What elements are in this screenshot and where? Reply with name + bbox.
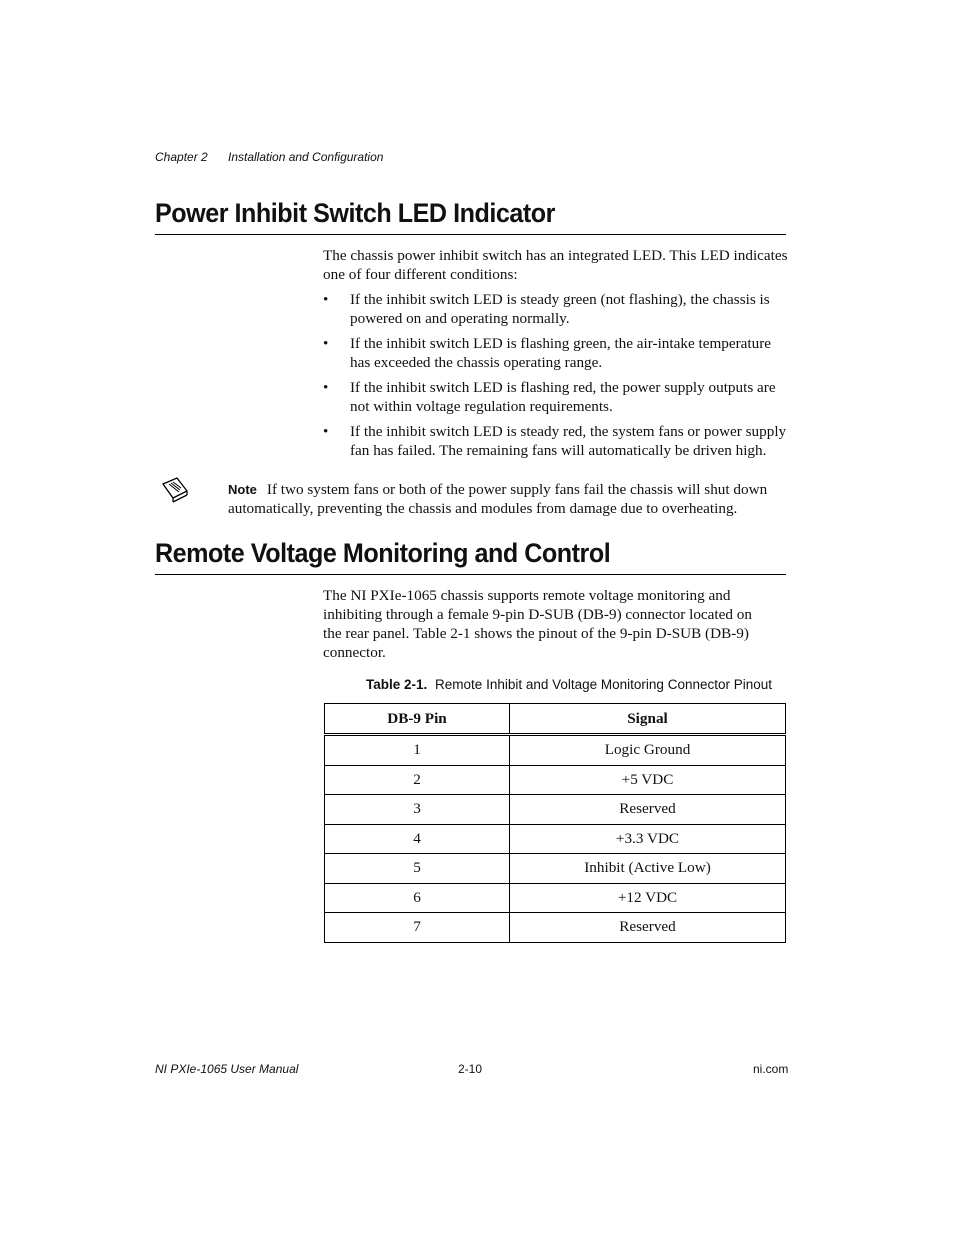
- table-caption-text: Remote Inhibit and Voltage Monitoring Connector Pinout: [435, 677, 773, 692]
- pin-cell: 6: [325, 883, 510, 913]
- signal-cell: +3.3 VDC: [510, 824, 786, 854]
- chapter-label: Chapter 2: [155, 150, 208, 164]
- pin-cell: 7: [325, 913, 510, 943]
- signal-cell: +5 VDC: [510, 765, 786, 795]
- list-item-text: If the inhibit switch LED is steady red, the system fans or power supply fan has failed. The remaining fans will automatically be driven high.: [350, 423, 787, 459]
- note-icon: [160, 475, 190, 505]
- signal-cell: +12 VDC: [510, 883, 786, 913]
- list-item: [323, 422, 788, 460]
- heading-rule: [155, 234, 786, 235]
- table-row: [325, 735, 786, 766]
- table-row: [325, 883, 786, 913]
- note-text: If two system fans or both of the power supply fans fail the chassis will shut down automatically, preventing the chassis and modules from damage due to overheating.: [228, 481, 768, 517]
- table-row: [325, 824, 786, 854]
- pinout-table: [324, 703, 786, 943]
- list-item: [323, 290, 788, 328]
- table-row: [325, 765, 786, 795]
- column-header-pin: DB-9 Pin: [325, 704, 510, 735]
- section-intro: The chassis power inhibit switch has an integrated LED. This LED indicates one of four different conditions:: [323, 247, 788, 283]
- signal-cell: Reserved: [510, 795, 786, 825]
- table-header-row: [325, 704, 786, 735]
- table-row: [325, 795, 786, 825]
- footer-website: ni.com: [753, 1062, 789, 1076]
- bullet-glyph: •: [323, 291, 329, 308]
- pin-cell: 1: [325, 735, 510, 766]
- signal-cell: Reserved: [510, 913, 786, 943]
- running-header: [155, 150, 383, 164]
- table-row: [325, 854, 786, 884]
- table-row: [325, 913, 786, 943]
- bullet-glyph: •: [323, 335, 329, 352]
- note-label: Note: [228, 482, 257, 497]
- list-item-text: If the inhibit switch LED is steady green (not flashing), the chassis is powered on and operating normally.: [350, 291, 770, 327]
- section-label: Installation and Configuration: [228, 150, 384, 164]
- list-item-text: If the inhibit switch LED is flashing green, the air-intake temperature has exceeded the chassis operating range.: [350, 335, 772, 371]
- bullet-glyph: •: [323, 423, 329, 440]
- note-block: [228, 480, 788, 518]
- list-item-text: If the inhibit switch LED is flashing red, the power supply outputs are not within voltage regulation requirements.: [350, 379, 776, 415]
- footer-manual-title: NI PXIe-1065 User Manual: [155, 1062, 299, 1076]
- column-header-signal: Signal: [510, 704, 786, 735]
- pin-cell: 5: [325, 854, 510, 884]
- list-item: [323, 334, 788, 372]
- pin-cell: 4: [325, 824, 510, 854]
- led-conditions-list: [323, 290, 788, 466]
- pin-cell: 3: [325, 795, 510, 825]
- table-caption: [366, 677, 772, 692]
- section-heading-remote-voltage: Remote Voltage Monitoring and Control: [155, 538, 611, 568]
- footer-page-number: 2-10: [458, 1062, 483, 1076]
- bullet-glyph: •: [323, 379, 329, 396]
- signal-cell: Inhibit (Active Low): [510, 854, 786, 884]
- list-item: [323, 378, 788, 416]
- heading-rule: [155, 574, 786, 575]
- signal-cell: Logic Ground: [510, 735, 786, 766]
- section-heading-power-inhibit: Power Inhibit Switch LED Indicator: [155, 198, 555, 228]
- pin-cell: 2: [325, 765, 510, 795]
- table-caption-number: Table 2-1.: [366, 677, 428, 692]
- section-intro: The NI PXIe-1065 chassis supports remote voltage monitoring and inhibiting through a female 9-pin D-SUB (DB-9) connector located on the rear panel. Table 2-1 shows the pinout of the 9-pin D-SUB (DB-9) connector.: [323, 587, 752, 661]
